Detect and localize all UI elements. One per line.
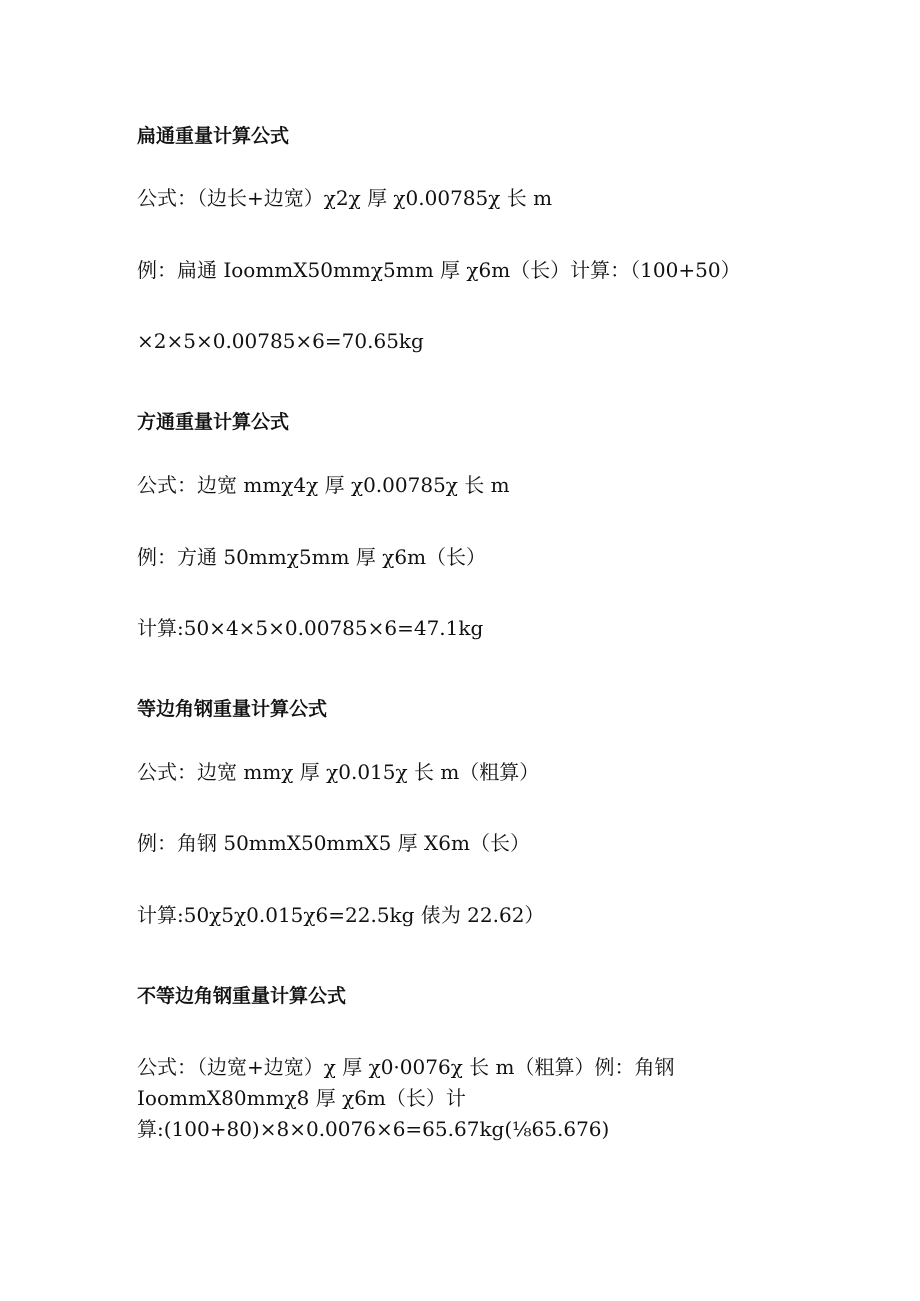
example-flat-tube: 例：扁通 IoommX50mmχ5mm 厚 χ6m（长）计算：（100+50） [137, 258, 741, 282]
calculation-equal-angle: 计算:50χ5χ0.015χ6=22.5kg 俵为 22.62） [137, 903, 545, 927]
section-heading-square-tube: 方通重量计算公式 [137, 411, 290, 433]
calculation-unequal-angle: 算:(100+80)×8×0.0076×6=65.67kg(⅛65.676) [137, 1117, 610, 1141]
formula-square-tube: 公式：边宽 mmχ4χ 厚 χ0.00785χ 长 m [137, 473, 510, 497]
section-heading-equal-angle: 等边角钢重量计算公式 [137, 698, 328, 720]
calculation-square-tube: 计算:50×4×5×0.00785×6=47.1kg [137, 616, 484, 640]
section-heading-unequal-angle: 不等边角钢重量计算公式 [137, 985, 347, 1007]
formula-flat-tube: 公式：（边长+边宽）χ2χ 厚 χ0.00785χ 长 m [137, 186, 553, 210]
example-equal-angle: 例：角钢 50mmX50mmX5 厚 X6m（长） [137, 831, 530, 855]
formula-unequal-angle: 公式：（边宽+边宽）χ 厚 χ0·0076χ 长 m（粗算）例：角钢 [137, 1055, 675, 1079]
section-heading-flat-tube: 扁通重量计算公式 [137, 125, 290, 147]
paragraph-unequal-angle [137, 1052, 675, 1145]
example-unequal-angle: IoommX80mmχ8 厚 χ6m（长）计 [137, 1086, 466, 1110]
formula-equal-angle: 公式：边宽 mmχ 厚 χ0.015χ 长 m（粗算） [137, 760, 540, 784]
calculation-flat-tube: ×2×5×0.00785×6=70.65kg [137, 329, 424, 353]
example-square-tube: 例：方通 50mmχ5mm 厚 χ6m（长） [137, 545, 487, 569]
